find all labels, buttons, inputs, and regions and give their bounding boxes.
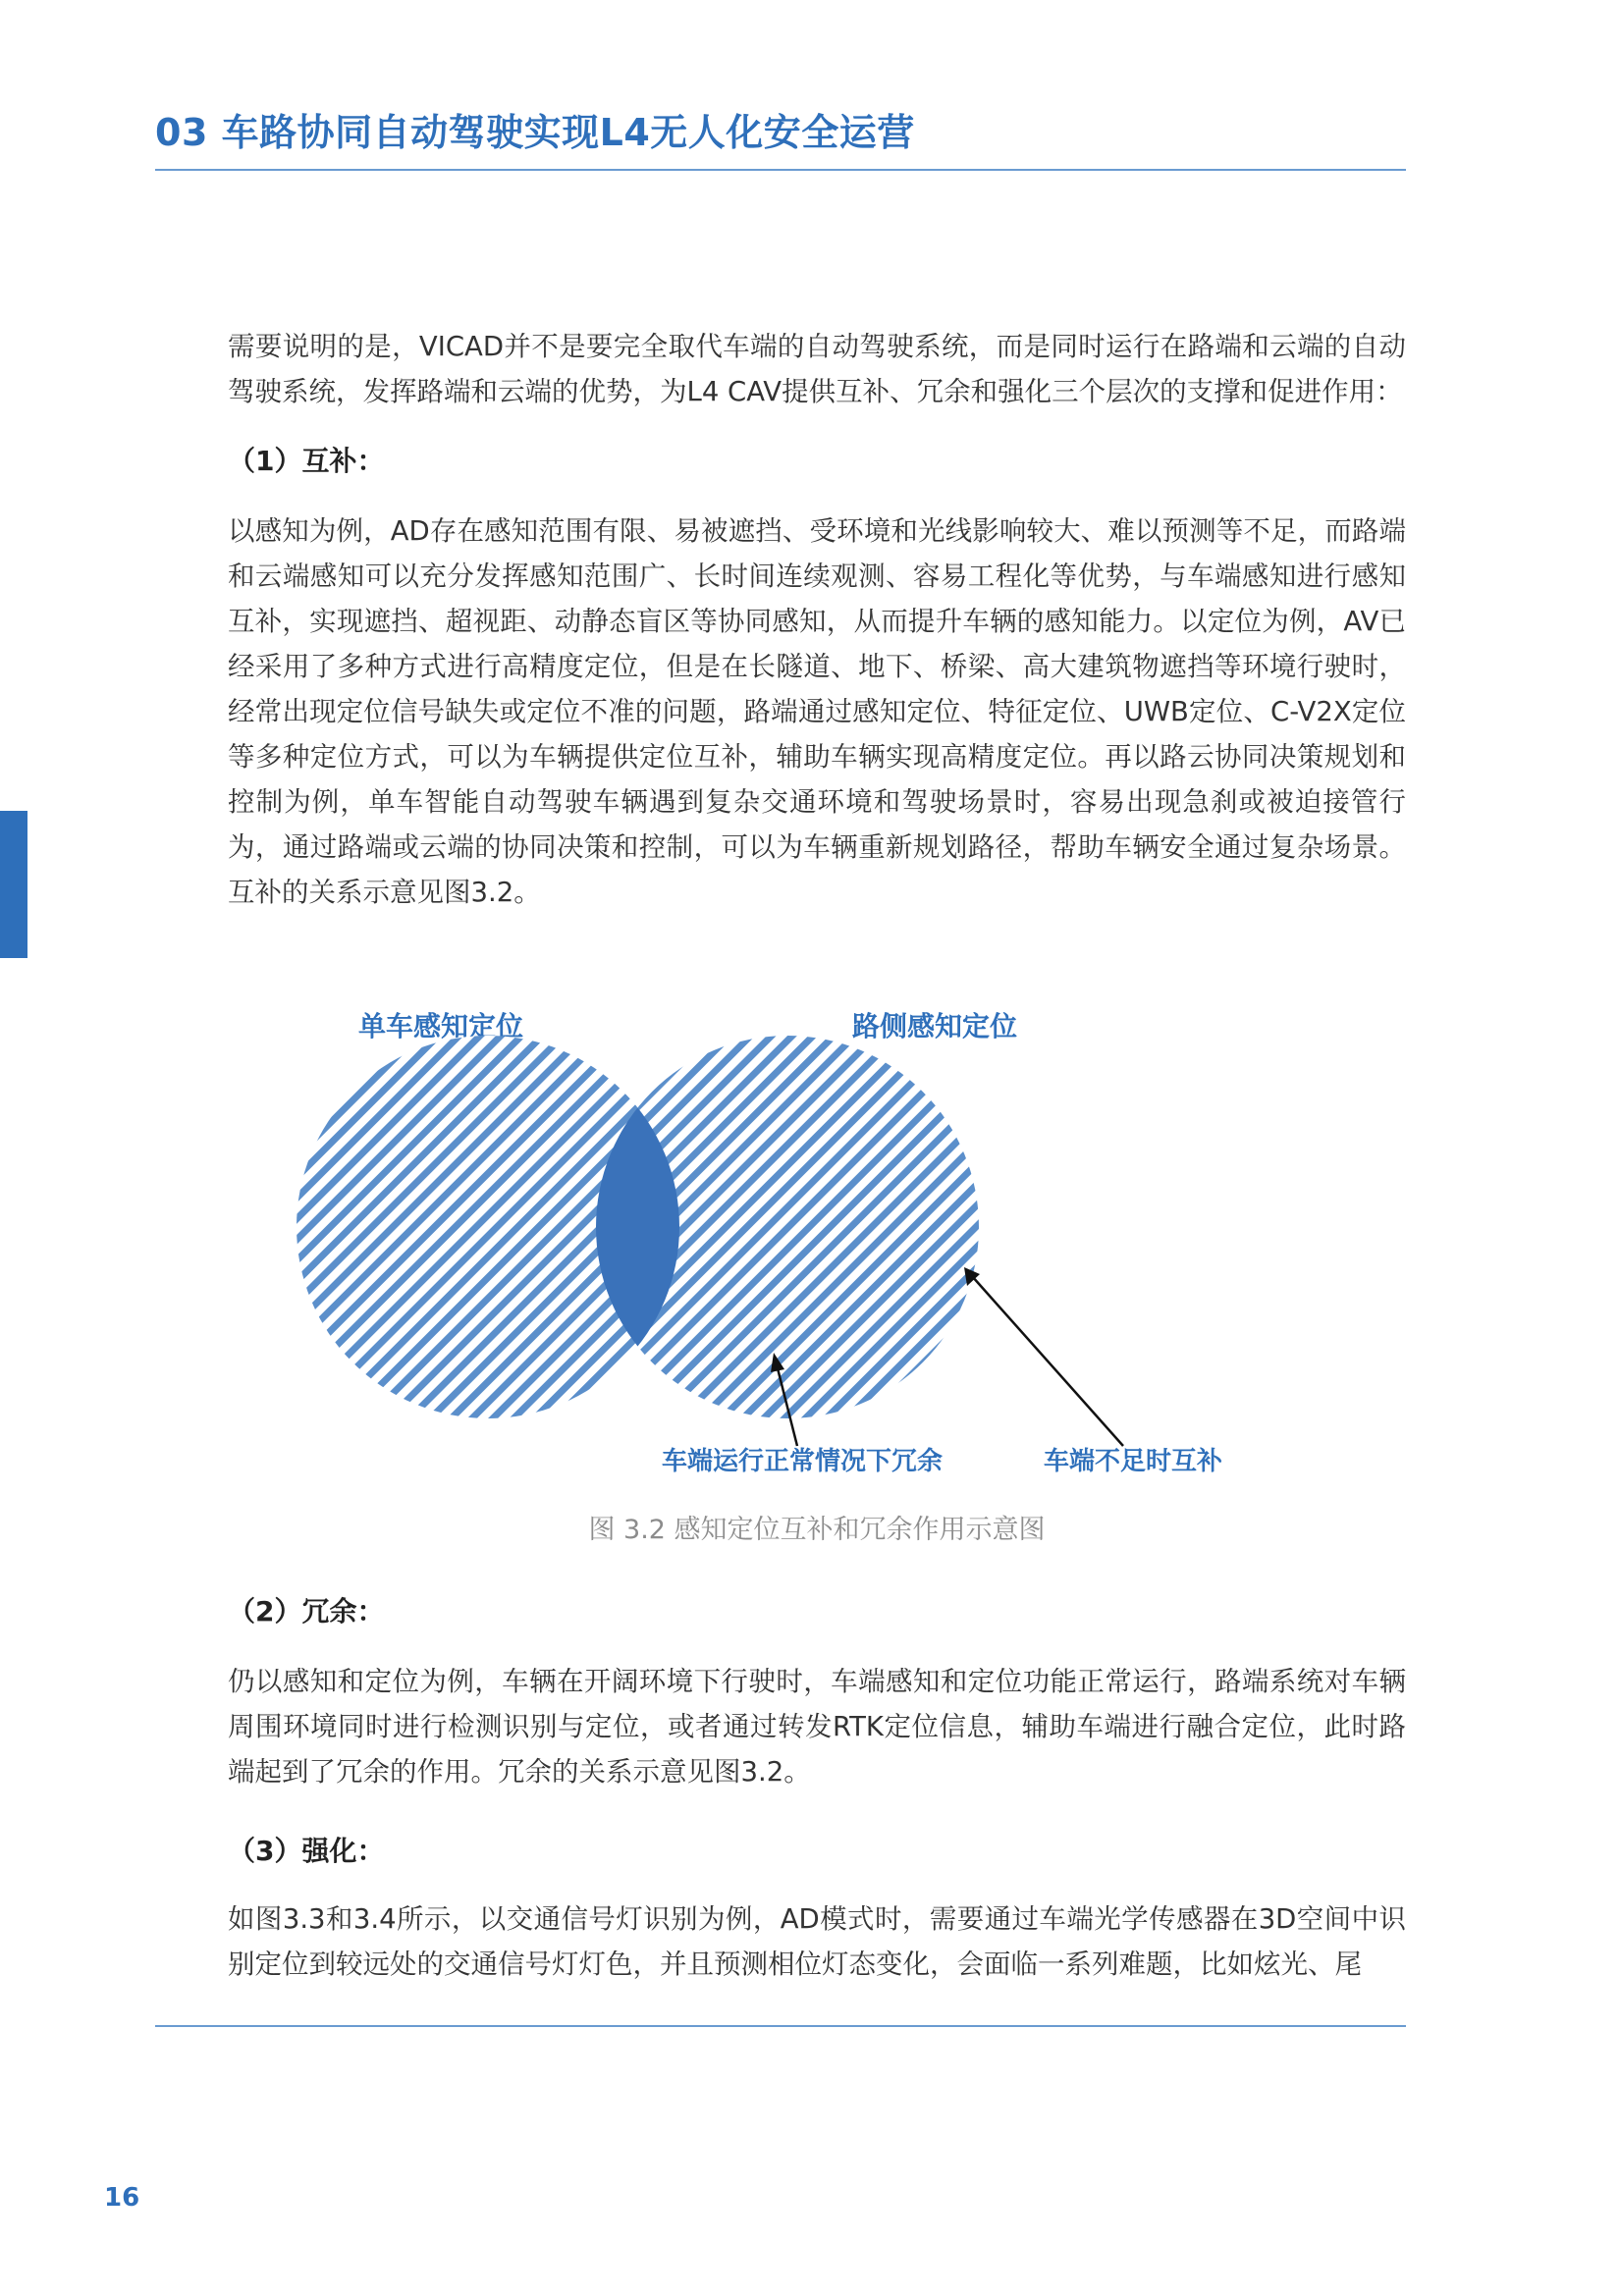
chapter-side-tab <box>0 811 27 958</box>
section1-paragraph: 以感知为例，AD存在感知范围有限、易被遮挡、受环境和光线影响较大、难以预测等不足，而路端和云端感知可以充分发挥感知范围广、长时间连续观测、容易工程化等优势，与车端感知进行感知互补，实现遮挡、超视距、动静态盲区等协同感知，从而提升车辆的感知能力。以定位为例，AV已经采用了多种方式进行高精度定位，但是在长隧道、地下、桥梁、高大建筑物遮挡等环境行驶时，经常出现定位信号缺失或定位不准的问题，路端通过感知定位、特征定位、UWB定位、C-V2X定位等多种定位方式，可以为车辆提供定位互补，辅助车辆实现高精度定位。再以路云协同决策规划和控制为例，单车智能自动驾驶车辆遇到复杂交通环境和驾驶场景时，容易出现急刹或被迫接管行为，通过路端或云端的协同决策和控制，可以为车辆重新规划路径，帮助车辆安全通过复杂场景。互补的关系示意见图3.2。 <box>228 515 1406 908</box>
chapter-title: 03 车路协同自动驾驶实现L4无人化安全运营 <box>155 111 915 154</box>
section1-heading-block <box>228 440 1406 479</box>
label-vehicle-perception: 单车感知定位 <box>357 1010 524 1042</box>
intro-paragraph: 需要说明的是，VICAD并不是要完全取代车端的自动驾驶系统，而是同时运行在路端和云端的自动驾驶系统，发挥路端和云端的优势，为L4 CAV提供互补、冗余和强化三个层次的支撑和促进作用： <box>228 331 1406 407</box>
section2-paragraph-block <box>228 1659 1406 1794</box>
page-number: 16 <box>104 2183 140 2213</box>
arrow-complement <box>972 1276 1123 1446</box>
section3-heading: （3）强化： <box>228 1835 385 1867</box>
section1-heading: （1）互补： <box>228 445 385 477</box>
figure-caption: 图 3.2 感知定位互补和冗余作用示意图 <box>588 1515 1046 1545</box>
section3-heading-block <box>228 1830 1406 1869</box>
section2-heading: （2）冗余： <box>228 1595 385 1628</box>
section2-paragraph: 仍以感知和定位为例，车辆在开阔环境下行驶时，车端感知和定位功能正常运行，路端系统对车辆周围环境同时进行检测识别与定位，或者通过转发RTK定位信息，辅助车端进行融合定位，此时路端起到了冗余的作用。冗余的关系示意见图3.2。 <box>228 1666 1406 1788</box>
intro-paragraph-block <box>228 324 1406 414</box>
footer-divider <box>155 2025 1406 2027</box>
figure-caption-block <box>228 1508 1406 1546</box>
label-redundancy: 车端运行正常情况下冗余 <box>661 1447 944 1476</box>
venn-svg <box>228 991 1406 1561</box>
header-divider <box>155 169 1406 171</box>
figure-venn-diagram <box>228 991 1406 1561</box>
section2-heading-block <box>228 1590 1406 1629</box>
section3-paragraph: 如图3.3和3.4所示，以交通信号灯识别为例，AD模式时，需要通过车端光学传感器在3D空间中识别定位到较远处的交通信号灯灯色，并且预测相位灯态变化，会面临一系列难题，比如炫光、尾 <box>228 1903 1406 1980</box>
label-roadside-perception: 路侧感知定位 <box>851 1010 1018 1042</box>
label-complement: 车端不足时互补 <box>1043 1447 1223 1476</box>
section1-paragraph-block <box>228 508 1406 915</box>
section3-paragraph-block <box>228 1896 1406 1987</box>
